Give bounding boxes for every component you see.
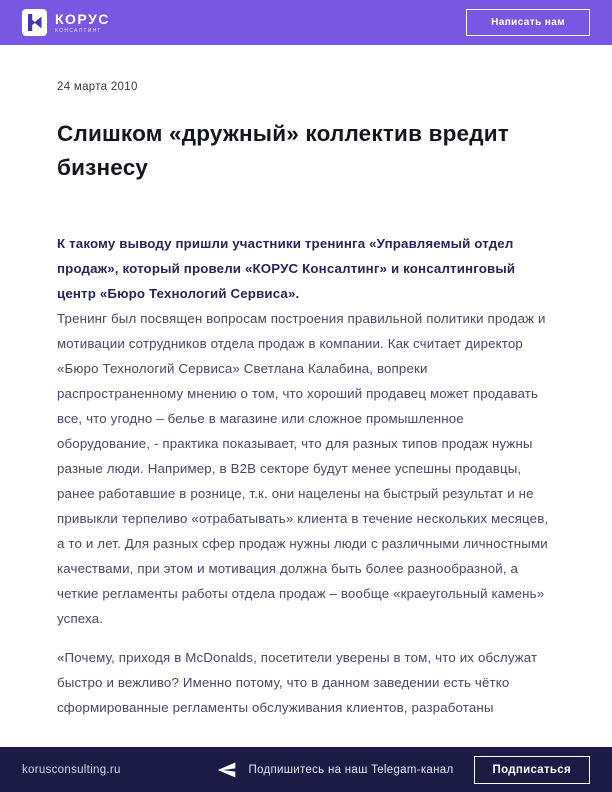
telegram-link-label: Подпишитесь на наш Telegam-канал xyxy=(248,763,454,776)
korus-logo-icon xyxy=(22,9,47,36)
logo-title: КОРУС xyxy=(55,10,110,27)
telegram-link[interactable] xyxy=(217,760,453,780)
site-link[interactable]: korusconsulting.ru xyxy=(22,763,121,776)
logo-subtitle: КОНСАЛТИНГ xyxy=(55,27,102,34)
korus-logo[interactable] xyxy=(22,9,110,36)
article-lead: К такому выводу пришли участники тренинга «Управляемый отдел продаж», который провели «КОРУС Консалтинг» и консалтинговый центр «Бюро Технологий Сервиса». xyxy=(57,236,516,301)
logo-text xyxy=(55,12,110,34)
telegram-plane-icon xyxy=(217,760,237,780)
article-title: Слишком «дружный» коллектив вредит бизнесу xyxy=(57,121,509,180)
article-paragraph: «Почему, приходя в McDonalds, посетители уверены в том, что их обслужат быстро и вежливо? Именно потому, что в данном заведении есть чётко сформированные регламенты обслуживания клиентов, разработаны xyxy=(57,650,538,715)
header xyxy=(0,0,612,45)
article xyxy=(0,81,612,720)
subscribe-button[interactable]: Подписаться xyxy=(474,756,591,784)
contact-button[interactable]: Написать нам xyxy=(466,9,590,36)
article-paragraph: Тренинг был посвящен вопросам построения правильной политики продаж и мотивации сотрудников отдела продаж в компании. Как считает директор «Бюро Технологий Сервиса» Светлана Калабина, вопреки распространенному мнению о том, что хороший продавец может продавать все, что угодно – белье в магазине или сложное промышленное оборудование, - практика показывает, что для разных типов продаж нужны разные люди. Например, в B2B секторе будут менее успешны продавцы, ранее работавшие в рознице, т.к. они нацелены на быстрый результат и не привыкли терпеливо «отрабатывать» клиента в течение нескольких месяцев, а то и лет. Для разных сфер продаж нужны люди с различными личностными качествами, при этом и мотивация должна быть более разнообразной, а четкие регламенты работы отдела продаж – вообще «краеугольный камень» успеха. xyxy=(57,311,549,626)
article-date: 24 марта 2010 xyxy=(57,81,138,93)
footer xyxy=(0,747,612,792)
